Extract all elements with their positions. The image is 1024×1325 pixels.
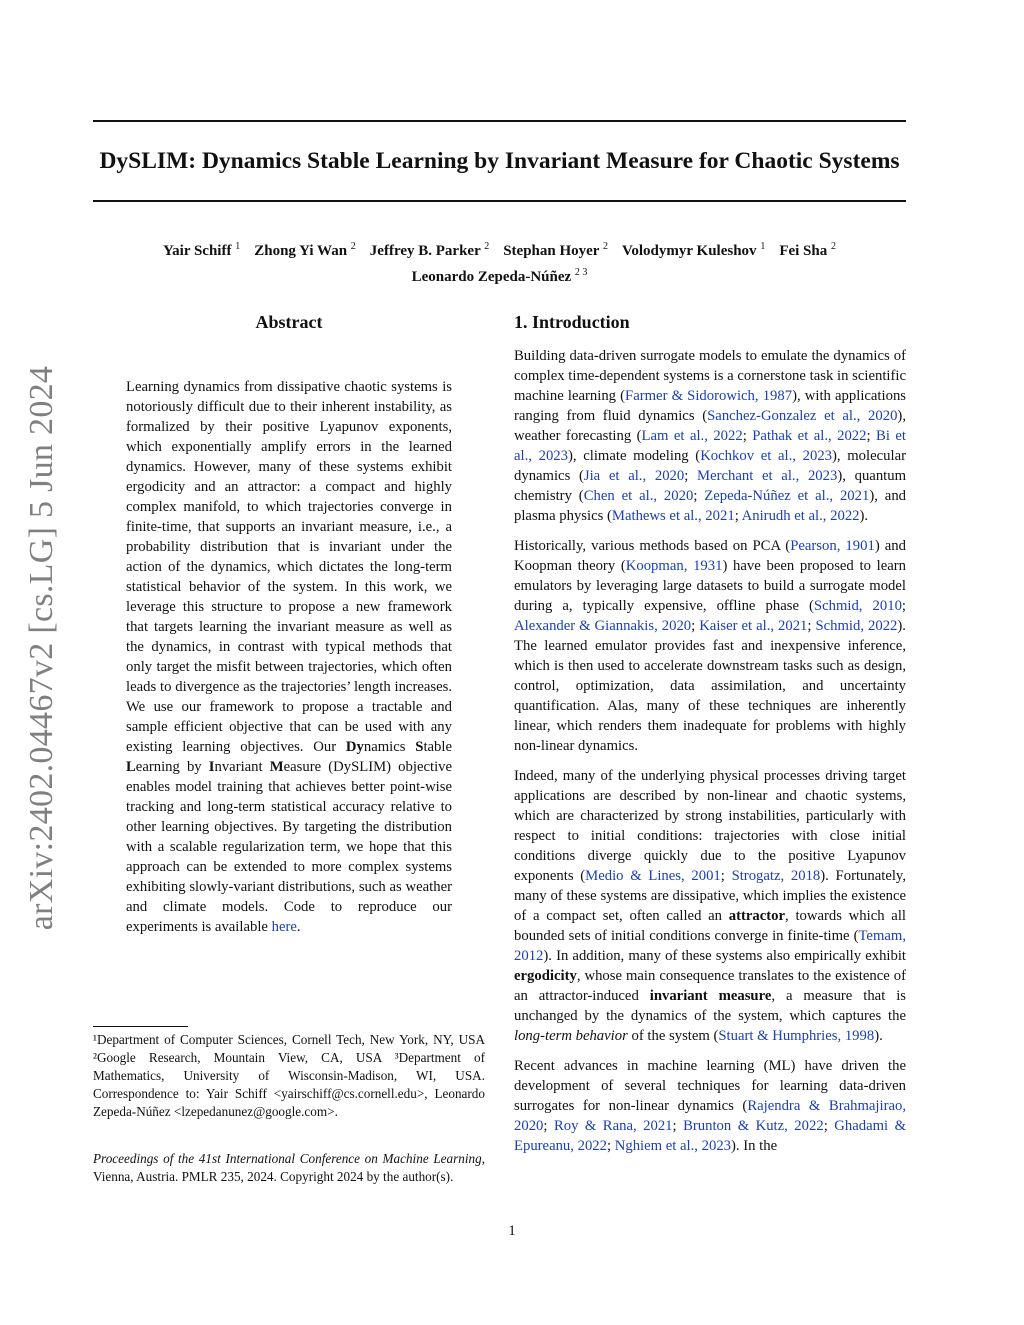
citation-link[interactable]: Pathak et al., 2022	[752, 428, 867, 444]
author-affiliation-marker: 2	[831, 241, 836, 252]
citation-link[interactable]: Koopman, 1931	[625, 558, 723, 574]
code-link[interactable]: here	[271, 919, 297, 935]
paragraph-text: ;	[693, 488, 705, 504]
title-top-rule	[93, 120, 906, 122]
paragraph-text: , whose main consequence translates to the existence of an attractor-induced	[514, 968, 906, 1004]
author-name: Stephan Hoyer $^2$	[503, 241, 608, 259]
paragraph-text: , a measure that is unchanged by the dynamics of the system, which captures the	[514, 988, 906, 1024]
bold-term: ergodicity	[514, 968, 577, 984]
bold-term: attractor	[728, 908, 786, 924]
acronym-letter: I	[208, 759, 215, 775]
paragraph-text: Indeed, many of the underlying physical processes driving target applications are described by non-linear and chaotic systems, which are characterized by strong instabilities, particularly with respect to initial conditions: trajectories with close initial conditions diverge quickly due to the positive Lyapunov exponents (	[514, 768, 906, 884]
abstract-text-end: .	[296, 919, 301, 935]
abstract-text-part1: Learning dynamics from dissipative chaotic systems is notoriously difficult due to their inherent instability, as formalized by their positive Lyapunov exponents, which exponentially amplify errors in the learned dynamics. However, many of these systems exhibit ergodicity and an attractor: a compact and highly complex manifold, to which trajectories converge in finite-time, that supports an invariant measure, i.e., a probability distribution that is invariant under the action of the dynamics, which dictates the long-term statistical behavior of the system. In this work, we leverage this structure to propose a new framework that targets learning the invariant measure as well as the dynamics, in contrast with typical methods that only target the misfit between trajectories, which often leads to divergence as the trajectories’ length increases. We use our framework to propose a tractable and sample efficient objective that can be used with any existing learning objectives. Our	[126, 379, 452, 755]
paragraph-text: ). In addition, many of these systems also empirically exhibit	[543, 948, 906, 964]
paragraph-text: ). The learned emulator provides fast and inexpensive inference, which is then used to accelerate downstream tasks such as design, control, optimization, data assimilation, and uncertainty quantification. Alas, many of these techniques are inherently linear, which renders them inadequate for problems with highly non-linear dynamics.	[514, 618, 906, 754]
acronym-letter: M	[269, 759, 284, 775]
proceedings-venue: Proceedings of the 41st International Conference on Machine Learning	[93, 1151, 482, 1166]
abstract-text-part2: (DySLIM) objective enables model training that achieves better point-wise tracking and long-term statistical accuracy relative to other learning objectives. By targeting the distribution with a scalable regularization term, we hope that this approach can be extended to more complex systems exhibiting slowly-variant distributions, such as weather and climate models. Code to reproduce our experiments is available	[126, 759, 453, 935]
acronym-word: easure	[283, 759, 322, 775]
acronym-letter: S	[415, 739, 424, 755]
citation-link[interactable]: Rajendra & Brahmajirao, 2020	[514, 1098, 906, 1134]
author-affiliation-marker: 2	[602, 241, 608, 252]
citation-link[interactable]: Kaiser et al., 2021	[699, 618, 808, 634]
citation-link[interactable]: Stuart & Humphries, 1998	[718, 1028, 875, 1044]
bold-term: invariant measure	[649, 988, 772, 1004]
acronym-letter: L	[126, 759, 136, 775]
citation-link[interactable]: Zepeda-Núñez et al., 2021	[704, 488, 870, 504]
proceedings-note	[93, 1150, 485, 1186]
abstract-body	[126, 377, 452, 937]
author-name: Zhong Yi Wan $^2$	[254, 241, 356, 259]
paragraph-text: ), and plasma physics (	[514, 488, 907, 524]
citation-link[interactable]: Roy & Rana, 2021	[553, 1118, 673, 1134]
introduction-heading: 1. Introduction	[514, 312, 630, 332]
citation-link[interactable]: Bi et al., 2023	[514, 428, 906, 464]
citation-link[interactable]: Temam, 2012	[514, 928, 906, 964]
paragraph-text: ). In the	[731, 1138, 778, 1154]
paragraph-text: ;	[720, 868, 732, 884]
paragraph-text: ;	[543, 1118, 554, 1134]
paragraph-text: ;	[672, 1118, 684, 1134]
paragraph-text: ;	[823, 1118, 835, 1134]
paragraph-text: ), climate modeling (	[568, 448, 701, 464]
author-affiliation-marker: 2	[350, 241, 356, 252]
citation-link[interactable]: Pearson, 1901	[790, 538, 875, 554]
intro-paragraph	[514, 766, 906, 1046]
citation-link[interactable]: Lam et al., 2022	[641, 428, 743, 444]
citation-link[interactable]: Kochkov et al., 2023	[700, 448, 833, 464]
paragraph-text: ).	[859, 508, 869, 524]
citation-link[interactable]: Nghiem et al., 2023	[614, 1138, 732, 1154]
intro-paragraph	[514, 346, 906, 526]
author-affiliation-marker: 1	[235, 241, 241, 252]
paragraph-text: ;	[901, 598, 907, 614]
author-affiliation-marker: 1	[760, 241, 766, 252]
citation-link[interactable]: Jia et al., 2020	[583, 468, 685, 484]
paragraph-text: Recent advances in machine learning (ML) have driven the development of several techniques for learning data-driven surrogates for non-linear dynamics (	[514, 1058, 906, 1114]
citation-link[interactable]: Farmer & Sidorowich, 1987	[625, 388, 793, 404]
abstract-heading: Abstract	[255, 312, 323, 332]
acronym-word: namics	[363, 739, 416, 755]
paragraph-text: , towards which all bounded sets of initial conditions converge in finite-time (	[514, 908, 906, 944]
intro-paragraph	[514, 1056, 906, 1156]
citation-link[interactable]: Brunton & Kutz, 2022	[683, 1118, 824, 1134]
paragraph-text: ;	[607, 1138, 615, 1154]
paragraph-text: ), molecular dynamics (	[514, 448, 906, 484]
author-name: Leonardo Zepeda-Núñez $^{2 3}$	[411, 267, 588, 285]
citation-link[interactable]: Schmid, 2022	[815, 618, 898, 634]
citation-link[interactable]: Sanchez-Gonzalez et al., 2020	[707, 408, 898, 424]
paragraph-text: ) and Koopman theory (	[514, 538, 906, 574]
paragraph-text: Building data-driven surrogate models to emulate the dynamics of complex time-dependent systems is a cornerstone task in scientific machine learning (	[514, 348, 906, 404]
paragraph-text: ) have been proposed to learn emulators by leveraging large datasets to build a surrogate model during a, typically expensive, offline phase (	[514, 558, 906, 614]
paragraph-text: ;	[807, 618, 816, 634]
author-list	[93, 236, 906, 288]
acronym-word: table	[423, 739, 452, 755]
paragraph-text: ;	[684, 468, 698, 484]
paragraph-text: ). Fortunately, many of these systems are dissipative, which implies the existence of a compact set, often called an	[514, 868, 906, 924]
italic-term: long-term behavior	[514, 1028, 628, 1044]
author-name: Fei Sha $^2$	[779, 241, 836, 259]
citation-link[interactable]: Merchant et al., 2023	[697, 468, 838, 484]
author-name: Yair Schiff $^1$	[162, 241, 241, 259]
proceedings-details: , Vienna, Austria. PMLR 235, 2024. Copyright 2024 by the author(s).	[93, 1151, 485, 1184]
acronym-letter: Dy	[345, 739, 364, 755]
acronym-word: earning by	[135, 759, 209, 775]
paragraph-text: ), weather forecasting (	[514, 408, 906, 444]
paragraph-text: of the system (	[627, 1028, 719, 1044]
paragraph-text: ;	[742, 428, 753, 444]
citation-link[interactable]: Strogatz, 2018	[731, 868, 821, 884]
author-name: Volodymyr Kuleshov $^1$	[621, 241, 766, 259]
citation-link[interactable]: Chen et al., 2020	[583, 488, 694, 504]
page-number: 1	[508, 1223, 516, 1239]
citation-link[interactable]: Medio & Lines, 2001	[585, 868, 721, 884]
acronym-word: nvariant	[214, 759, 270, 775]
author-affiliation-marker: 2	[484, 241, 490, 252]
paragraph-text: Historically, various methods based on PCA (	[514, 538, 791, 554]
paragraph-text: ).	[874, 1028, 883, 1044]
author-affiliation-marker: 2 3	[574, 267, 588, 278]
citation-link[interactable]: Schmid, 2010	[813, 598, 902, 614]
title-bottom-rule	[93, 200, 906, 202]
citation-link[interactable]: Ghadami & Epureanu, 2022	[514, 1118, 906, 1154]
paragraph-text: ), with applications ranging from fluid dynamics (	[514, 388, 907, 424]
introduction-body	[514, 346, 906, 1166]
footnote-rule	[93, 1026, 188, 1027]
intro-paragraph	[514, 536, 906, 756]
paragraph-text: ;	[691, 618, 700, 634]
author-name: Jeffrey B. Parker $^2$	[369, 241, 490, 259]
paragraph-text: ;	[734, 508, 742, 524]
arxiv-identifier: arXiv:2402.04467v2 [cs.LG] 5 Jun 2024	[23, 365, 60, 931]
citation-link[interactable]: Mathews et al., 2021	[611, 508, 735, 524]
paragraph-text: ), quantum chemistry (	[514, 468, 907, 504]
paper-title: DySLIM: Dynamics Stable Learning by Invariant Measure for Chaotic Systems	[99, 148, 900, 174]
citation-link[interactable]: Anirudh et al., 2022	[741, 508, 860, 524]
citation-link[interactable]: Alexander & Giannakis, 2020	[514, 618, 692, 634]
affiliations-footnote: ¹Department of Computer Sciences, Cornell Tech, New York, NY, USA ²Google Research, Mountain View, CA, USA ³Department of Mathematics, University of Wisconsin-Madison, WI, USA. Correspondence to: Yair Schiff <yairschiff@cs.cornell.edu>, Leonardo Zepeda-Núñez <lzepedanunez@google.com>.	[93, 1032, 485, 1119]
paragraph-text: ;	[866, 428, 877, 444]
